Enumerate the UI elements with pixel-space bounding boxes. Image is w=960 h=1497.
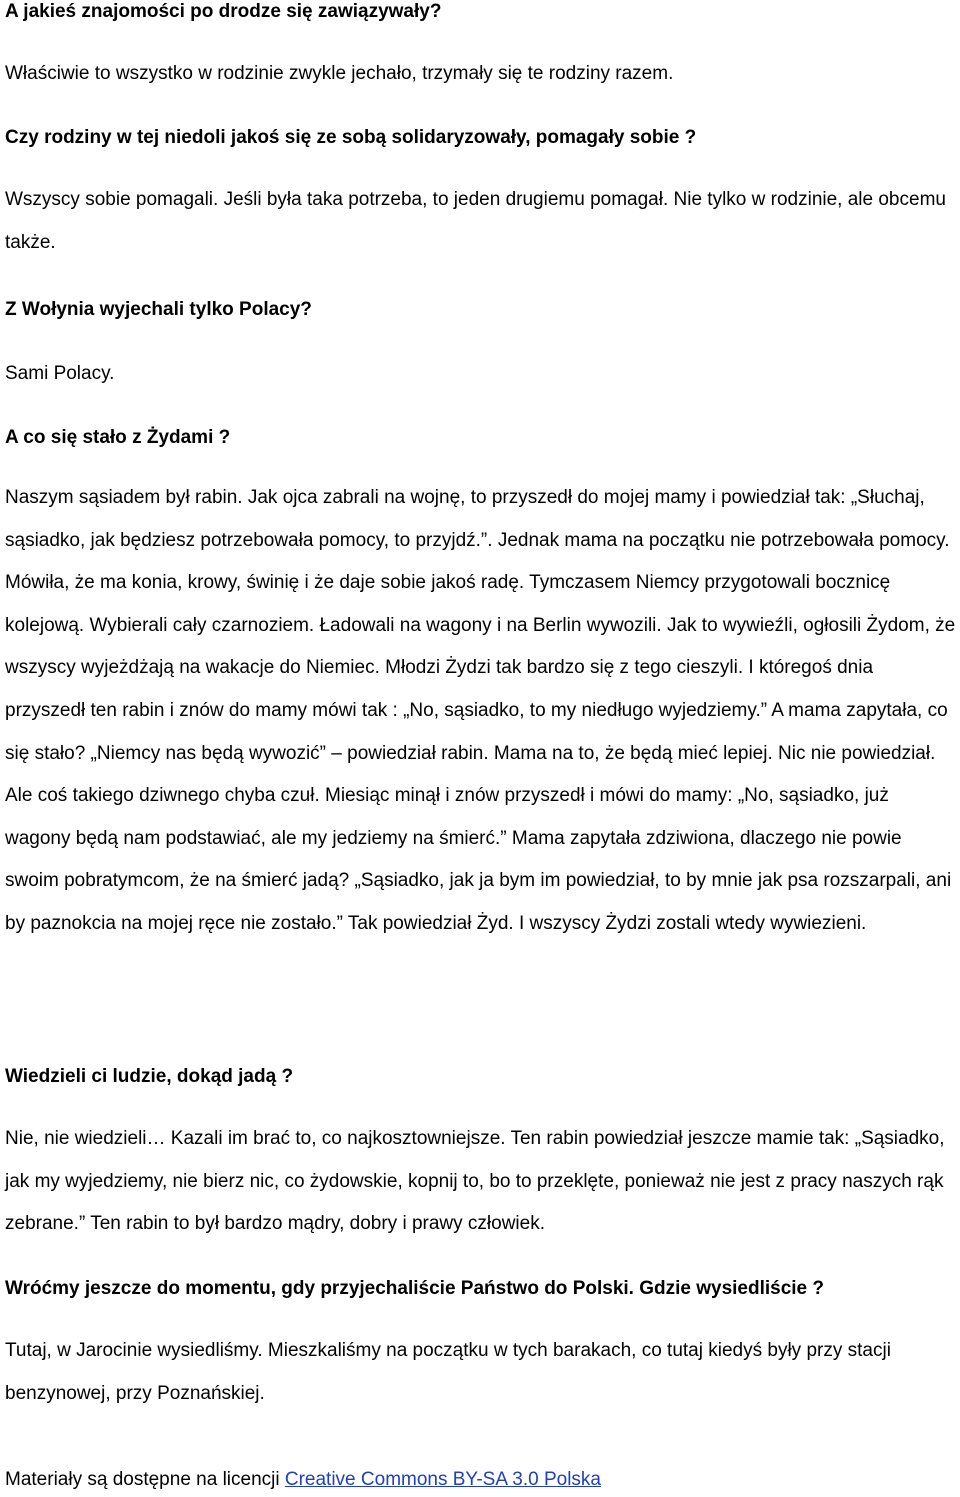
question-arrival: Wróćmy jeszcze do momentu, gdy przyjechaliście Państwo do Polski. Gdzie wysiedliście ?: [5, 1278, 825, 1299]
question-destination: Wiedzieli ci ludzie, dokąd jadą ?: [5, 1066, 294, 1087]
question-solidarity: Czy rodziny w tej niedoli jakoś się ze sobą solidaryzowały, pomagały sobie ?: [5, 127, 697, 148]
answer-rabbi-story: Naszym sąsiadem był rabin. Jak ojca zabrali na wojnę, to przyszedł do mojej mamy i powiedział tak: „Słuchaj, sąsiadko, jak będziesz potrzebowała pomocy, to przyjdź.”. Jednak mama na początku nie potrzebowała pomocy. Mówiła, że ma konia, krowy, świnię i że daje sobie jakoś radę. Tymczasem Niemcy przygotowali bocznicę kolejową. Wybierali cały czarnoziem. Ładowali na wagony i na Berlin wywozili. Jak to wywieźli, ogłosili Żydom, że wszyscy wyjeżdżają na wakacje do Niemiec. Młodzi Żydzi tak bardzo się z tego cieszyli. I któregoś dnia przyszedł ten rabin i znów do mamy mówi tak : „No, sąsiadko, to my niedługo wyjedziemy.” A mama zapytała, co się stało? „Niemcy nas będą wywozić” – powiedział rabin. Mama na to, że będą mieć lepiej. Nic nie powiedział. Ale coś takiego dziwnego chyba czuł. Miesiąc minął i znów przyszedł i mówi do mamy: „No, sąsiadko, już wagony będą nam podstawiać, ale my jedziemy na śmierć.” Mama zapytała zdziwiona, dlaczego nie powie swoim pobratymcom, że na śmierć jadą? „Sąsiadko, jak ja bym im powiedział, to by mnie jak psa rozszarpali, ani by paznokcia na mojej ręce nie zostało.” Tak powiedział Żyd. I wszyscy Żydzi zostali wtedy wywiezieni.: [5, 487, 956, 934]
answer-destination: Nie, nie wiedzieli… Kazali im brać to, co najkosztowniejsze. Ten rabin powiedział jeszcze mamie tak: „Sąsiadko, jak my wyjedziemy, nie bierz nic, co żydowskie, kopnij to, bo to przeklęte, ponieważ nie jest z pracy naszych rąk zebrane.” Ten rabin to był bardzo mądry, dobry i prawy człowiek.: [5, 1128, 945, 1235]
answer-solidarity: Wszyscy sobie pomagali. Jeśli była taka potrzeba, to jeden drugiemu pomagał. Nie tylko w rodzinie, ale obcemu także.: [5, 189, 946, 253]
license-footer: [5, 1467, 601, 1493]
question-jews: A co się stało z Żydami ?: [5, 427, 231, 448]
question-volhynia: Z Wołynia wyjechali tylko Polacy?: [5, 299, 312, 320]
question-acquaintances: A jakieś znajomości po drodze się zawiązywały?: [5, 1, 442, 22]
answer-volhynia: Sami Polacy.: [5, 363, 115, 384]
license-link[interactable]: Creative Commons BY-SA 3.0 Polska: [284, 1469, 601, 1490]
license-text: Materiały są dostępne na licencji: [5, 1469, 285, 1490]
answer-acquaintances: Właściwie to wszystko w rodzinie zwykle jechało, trzymały się te rodziny razem.: [5, 63, 674, 84]
answer-arrival: Tutaj, w Jarocinie wysiedliśmy. Mieszkaliśmy na początku w tych barakach, co tutaj kiedyś były przy stacji benzynowej, przy Poznańskiej.: [5, 1340, 891, 1404]
